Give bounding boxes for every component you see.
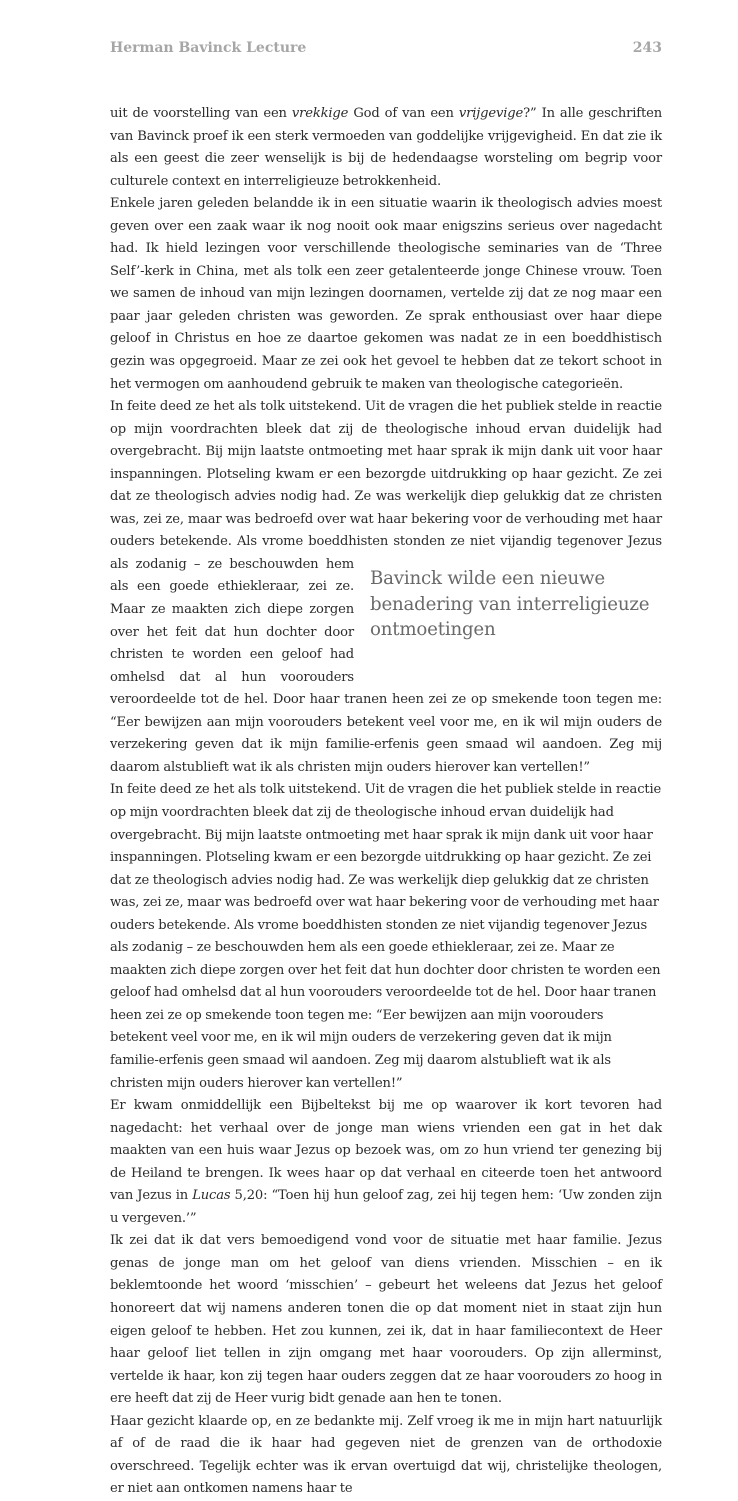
paragraph-1-text-a: uit de voorstelling van een	[110, 106, 292, 121]
page-number: 243	[632, 40, 662, 56]
paragraph-3	[110, 396, 662, 779]
article-body	[110, 103, 662, 1501]
paragraph-6: Haar gezicht klaarde op, en ze bedankte mij. Zelf vroeg ik me in mijn hart natuurlijk af of de raad die ik haar had gegeven niet de grenzen van de orthodoxie overschreed. Tegelijk echter was ik ervan overtuigd dat wij, christelijke theologen, er niet aan ontkomen namens haar te	[110, 1413, 662, 1497]
pull-quote-line-2: benadering van interreligieuze	[370, 593, 650, 615]
paragraph-3-block	[110, 396, 662, 1095]
pull-quote-line-1: Bavinck wilde een nieuwe	[370, 567, 605, 589]
pull-quote	[370, 556, 662, 668]
paragraph-1-text-c: ?” In alle geschriften van Bavinck proef ik een sterk vermoeden van goddelijke vrijgevigheid. En dat zie ik als een geest die zeer wenselijk is bij de hedendaagse worsteling om begrip voor culturele context en interreligieuze betrokkenheid.	[110, 106, 662, 189]
running-title: Herman Bavinck Lecture	[110, 40, 307, 56]
paragraph-4-text-b: 5,20: “Toen hij hun geloof zag, zei hij tegen hem: ‘Uw zonden zijn u vergeven.’”	[110, 1188, 663, 1226]
paragraph-1-emphasis-vrekkige: vrekkige	[291, 106, 349, 121]
paragraph-3-text-before-quote: In feite deed ze het als tolk uitstekend. Uit de vragen die het publiek stelde in reactie op mijn voordrachten bleek dat zij de theologische inhoud ervan duidelijk had overgebracht. Bij mijn laatste ontmoeting met haar sprak ik mijn dank uit voor haar inspanningen. Plotseling kwam er een bezorgde uitdrukking op haar gezicht. Ze zei dat ze theologisch advies nodig had. Ze was werkelijk diep gelukkig dat ze christen was, zei ze, maar was bedroefd over wat haar bekering voor de verhouding met haar ouders betekende. Als vrome boeddhisten stonden ze niet	[110, 399, 662, 550]
paragraph-3-text: In feite deed ze het als tolk uitstekend. Uit de vragen die het publiek stelde in reactie op mijn voordrachten bleek dat zij de theologische inhoud ervan duidelijk had overgebracht. Bij mijn laatste ontmoeting met haar sprak ik mijn dank uit voor haar inspanningen. Plotseling kwam er een bezorgde uitdrukking op haar gezicht. Ze zei dat ze theologisch advies nodig had. Ze was werkelijk diep gelukkig dat ze christen was, zei ze, maar was bedroefd over wat haar bekering voor de verhouding met haar ouders betekende. Als vrome boeddhisten stonden ze niet vijandig tegenover Jezus als zodanig – ze beschouwden hem als een goede ethiekleraar, zei ze. Maar ze maakten zich diepe zorgen over het feit dat hun dochter door christen te worden een geloof had omhelsd dat al hun voorouders veroordeelde tot de hel. Door haar tranen heen zei ze op smekende toon tegen me: “Eer bewijzen aan mijn voorouders betekent veel voor me, en ik wil mijn ouders de verzekering geven dat ik mijn familie-erfenis geen smaad wil aandoen. Zeg mij daarom alstublieft wat ik als christen mijn ouders hierover kan vertellen!”	[110, 782, 662, 1091]
running-header	[110, 40, 662, 62]
paragraph-1-emphasis-vrijgevige: vrijgevige	[458, 106, 524, 121]
paragraph-4-emphasis-lucas: Lucas	[192, 1188, 231, 1204]
pull-quote-line-3: ontmoetingen	[370, 619, 496, 641]
paragraph-4	[110, 1095, 662, 1230]
paragraph-1-text-b: God of van een	[348, 106, 459, 121]
paragraph-4-text-a: Er kwam onmiddellijk een Bijbeltekst bij me op waarover ik kort tevoren had nagedacht: het verhaal over de jonge man wiens vrienden een gat in het dak maakten van een huis waar Jezus op bezoek was, om zo hun vriend ter genezing bij de Heiland te brengen. Ik wees haar op dat verhaal en citeerde toen het antwoord van Jezus in	[110, 1098, 662, 1204]
paragraph-1	[110, 103, 662, 193]
paragraph-5: Ik zei dat ik dat vers bemoedigend vond voor de situatie met haar familie. Jezus genas de jonge man om het geloof van diens vrienden. Misschien – en ik beklemtoonde het woord ‘misschien’ – gebeurt het weleens dat Jezus het geloof honoreert dat wij namens anderen tonen die op dat moment niet in staat zijn hun eigen geloof te hebben. Het zou kunnen, zei ik, dat in haar familiecontext de Heer haar geloof liet tellen in zijn omgang met haar voorouders. Op zijn allerminst, vertelde ik haar, kon zij tegen haar ouders zeggen dat ze haar voorouders zo hoog in ere heeft dat zij de Heer vurig bidt genade aan hen te tonen.	[110, 1233, 662, 1407]
paragraph-2: Enkele jaren geleden belandde ik in een situatie waarin ik theologisch advies moest geven over een zaak waar ik nog nooit ook maar enigszins serieus over nagedacht had. Ik hield lezingen voor verschillende theologische seminaries van de ‘Three Self’-kerk in China, met als tolk een zeer getalenteerde jonge Chinese vrouw. Toen we samen de inhoud van mijn lezingen doornamen, vertelde zij dat ze nog maar een paar jaar geleden christen was geworden. Ze sprak enthousiast over haar diepe geloof in Christus en hoe ze daartoe gekomen was nadat ze in een boeddhistisch gezin was opgegroeid. Maar ze zei ook het gevoel te hebben dat ze tekort schoot in het vermogen om aanhoudend gebruik te maken van theologische categorieën.	[110, 196, 662, 392]
paragraph-3-text-after-quote: vijandig tegenover Jezus als zodanig – ze beschouwden hem als een goede ethiekleraar, zei ze. Maar ze maakten zich diepe zorgen over het feit dat hun dochter door christen te worden een geloof had omhelsd dat al hun voorouders veroordeelde tot de hel. Door haar tranen heen zei ze op smekende toon tegen me: “Eer bewijzen aan mijn voorouders betekent veel voor me, en ik wil mijn ouders de verzekering geven dat ik mijn familie-erfenis geen smaad wil aandoen. Zeg mij daarom alstublieft wat ik als christen mijn ouders hierover kan vertellen!”	[110, 534, 663, 775]
